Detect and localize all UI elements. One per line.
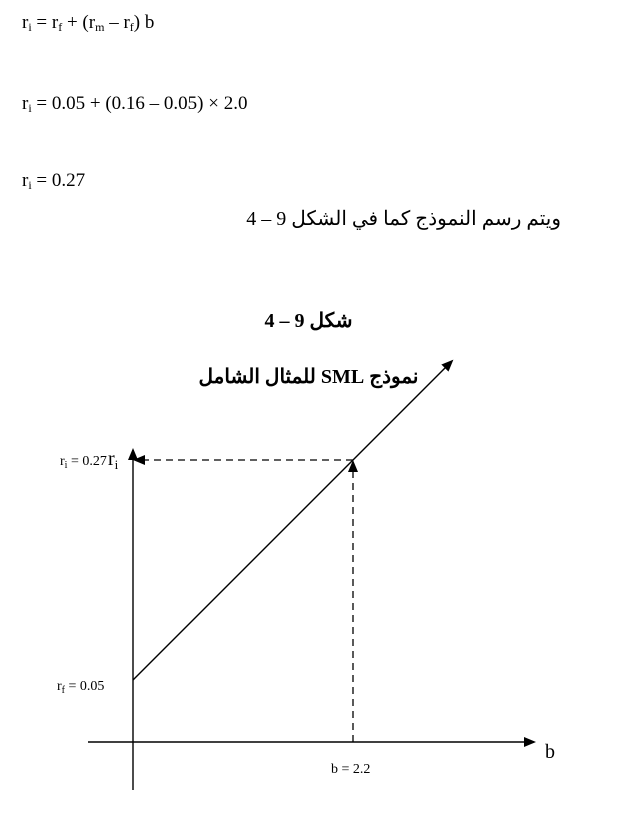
figure-caption: نموذج SML للمثال الشامل <box>198 366 419 388</box>
y-axis-label: $r_i$ <box>108 448 119 472</box>
b-value-label: b = 2.2 <box>331 762 371 777</box>
figure-number: شكل 9 – 4 <box>264 310 353 332</box>
ri-value-label: $r_i = 0.27$ <box>60 454 107 471</box>
equation-capm-formula: $r_i = r_f + (r_m - r_f)$ b <box>22 12 155 34</box>
equation-substitution: $r_i = 0.05 + (0.16 - 0.05) \times 2.0$ <box>22 93 248 115</box>
rf-value-label: $r_f = 0.05$ <box>57 679 105 696</box>
intro-paragraph: ويتم رسم النموذج كما في الشكل 9 – 4 <box>246 208 561 230</box>
equation-result: $r_i = 0.27$ <box>22 170 86 192</box>
x-axis-label: b <box>545 741 555 763</box>
sml-line <box>133 361 452 680</box>
